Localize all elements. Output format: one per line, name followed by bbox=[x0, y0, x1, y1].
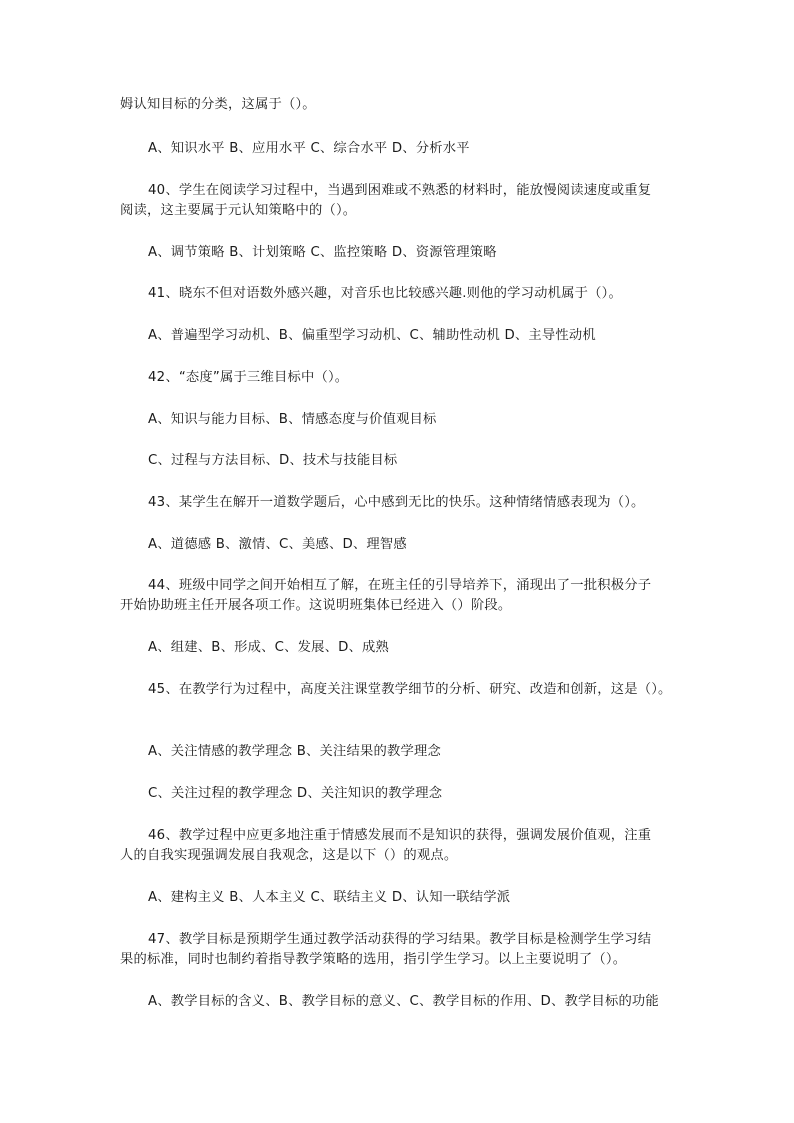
question-42-options-1: A、知识与能力目标、B、情感态度与价值观目标 bbox=[148, 412, 437, 427]
question-45-stem: 45、在教学行为过程中，高度关注课堂教学细节的分析、研究、改造和创新，这是（）。 bbox=[148, 682, 672, 697]
question-41-stem: 41、晓东不但对语数外感兴趣，对音乐也比较感兴趣.则他的学习动机属于（）。 bbox=[148, 286, 622, 301]
question-43-stem: 43、某学生在解开一道数学题后，心中感到无比的快乐。这种情绪情感表现为（）。 bbox=[148, 495, 645, 510]
question-43-options: A、道德感 B、激情、C、美感、D、理智感 bbox=[148, 537, 407, 552]
question-41-options: A、普遍型学习动机、B、偏重型学习动机、C、辅助性动机 D、主导性动机 bbox=[148, 328, 596, 343]
question-47-stem-cont: 果的标准，同时也制约着指导教学策略的选用，指引学生学习。以上主要说明了（）。 bbox=[120, 952, 627, 967]
question-40-stem: 40、学生在阅读学习过程中，当遇到困难或不熟悉的材料时，能放慢阅读速度或重复 bbox=[148, 183, 652, 198]
question-39-options: A、知识水平 B、应用水平 C、综合水平 D、分析水平 bbox=[148, 141, 470, 156]
question-46-options: A、建构主义 B、人本主义 C、联结主义 D、认知一联结学派 bbox=[148, 890, 511, 905]
question-46-stem-cont: 人的自我实现强调发展自我观念，这是以下（）的观点。 bbox=[120, 848, 458, 863]
question-40-options: A、调节策略 B、计划策略 C、监控策略 D、资源管理策略 bbox=[148, 245, 497, 260]
question-42-stem: 42、“态度”属于三维目标中（）。 bbox=[148, 370, 349, 385]
question-45-options-2: C、关注过程的教学理念 D、关注知识的教学理念 bbox=[148, 786, 443, 801]
question-40-stem-cont: 阅读，这主要属于元认知策略中的（）。 bbox=[120, 203, 357, 218]
question-47-stem: 47、教学目标是预期学生通过教学活动获得的学习结果。教学目标是检测学生学习结 bbox=[148, 932, 652, 947]
question-45-options-1: A、关注情感的教学理念 B、关注结果的教学理念 bbox=[148, 744, 441, 759]
question-47-options: A、教学目标的含义、B、教学目标的意义、C、教学目标的作用、D、教学目标的功能 bbox=[148, 994, 659, 1009]
question-44-options: A、组建、B、形成、C、发展、D、成熟 bbox=[148, 640, 389, 655]
question-44-stem-cont: 开始协助班主任开展各项工作。这说明班集体已经进入（）阶段。 bbox=[120, 598, 512, 613]
question-39-stem-end: 姆认知目标的分类，这属于（）。 bbox=[120, 97, 316, 112]
question-42-options-2: C、过程与方法目标、D、技术与技能目标 bbox=[148, 453, 398, 468]
question-44-stem: 44、班级中同学之间开始相互了解，在班主任的引导培养下，涌现出了一批积极分子 bbox=[148, 578, 652, 593]
question-46-stem: 46、教学过程中应更多地注重于情感发展而不是知识的获得，强调发展价值观，注重 bbox=[148, 828, 652, 843]
